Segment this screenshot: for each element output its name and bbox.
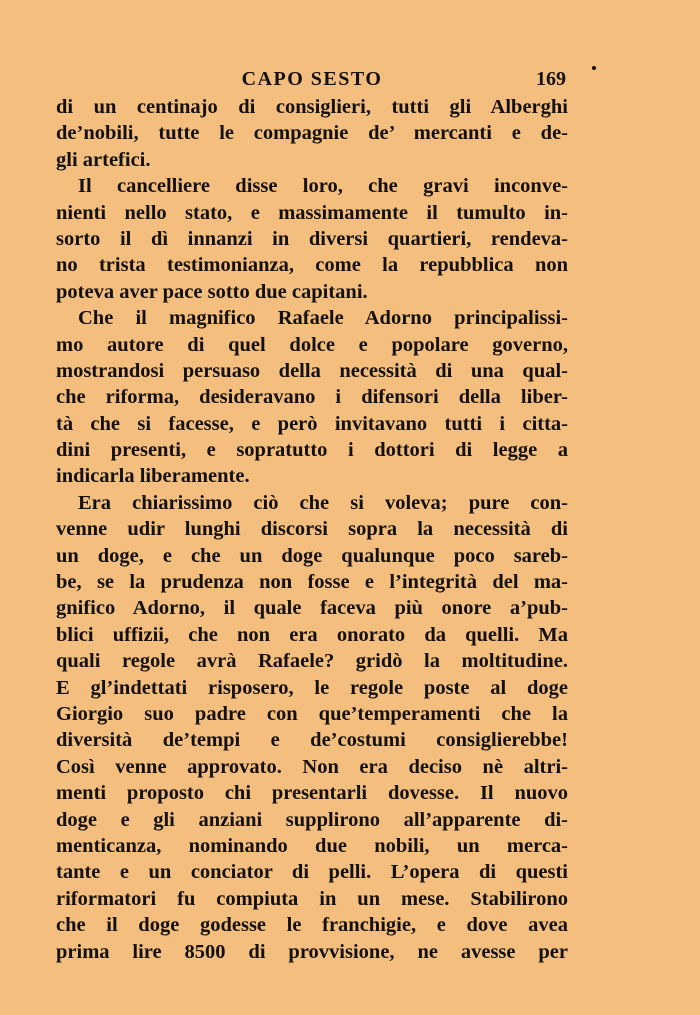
text-line: di un centinajo di consiglieri, tutti gli Alberghi: [56, 96, 568, 118]
text-line: mostrandosi persuaso della necessità di una qual-: [56, 359, 568, 382]
text-line: indicarla liberamente.: [56, 465, 250, 488]
text-line: dini presenti, e sopratutto i dottori di legge a: [56, 439, 568, 462]
text-line: un doge, e che un doge qualunque poco sareb-: [56, 544, 568, 567]
text-line: venne udir lunghi discorsi sopra la necessità di: [56, 518, 568, 541]
text-line: riformatori fu compiuta in un mese. Stabilirono: [56, 887, 568, 910]
book-page: [56, 60, 568, 965]
text-line: nienti nello stato, e massimamente il tumulto in-: [56, 201, 568, 224]
text-line: menticanza, nominando due nobili, un merca-: [56, 834, 568, 857]
text-line: de’nobili, tutte le compagnie de’ mercanti e de-: [56, 122, 568, 145]
text-line: doge e gli anziani supplirono all’apparente di-: [56, 808, 568, 831]
text-line: be, se la prudenza non fosse e l’integrità del ma-: [56, 571, 568, 594]
text-line: prima lire 8500 di provvisione, ne avesse per: [56, 940, 568, 963]
text-line: Era chiarissimo ciò che si voleva; pure con-: [78, 491, 568, 514]
text-line: mo autore di quel dolce e popolare governo,: [56, 333, 568, 356]
text-line: sorto il dì innanzi in diversi quartieri, rendeva-: [56, 227, 568, 250]
text-line: gli artefici.: [56, 148, 151, 171]
text-line: che riforma, desideravano i difensori della liber-: [56, 386, 568, 409]
text-line: diversità de’tempi e de’costumi consiglierebbe!: [56, 729, 568, 752]
text-line: Che il magnifico Rafaele Adorno principalissi-: [78, 307, 568, 330]
text-line: gnifico Adorno, il quale faceva più onore a’pub-: [56, 597, 568, 620]
text-line: Giorgio suo padre con que’temperamenti che la: [56, 702, 568, 725]
text-line: tà che si facesse, e però invitavano tutti i citta-: [56, 412, 568, 435]
page-number: 169: [536, 68, 566, 90]
text-line: poteva aver pace sotto due capitani.: [56, 280, 368, 303]
text-line: Così venne approvato. Non era deciso nè altri-: [56, 755, 568, 778]
text-line: quali regole avrà Rafaele? gridò la moltitudine.: [56, 650, 568, 673]
text-line: che il doge godesse le franchigie, e dove avea: [56, 914, 568, 937]
text-line: no trista testimonianza, come la repubblica non: [56, 254, 568, 277]
text-line: menti proposto chi presentarli dovesse. Il nuovo: [56, 782, 568, 805]
text-line: blici uffizii, che non era onorato da quelli. Ma: [56, 623, 568, 646]
page-speck: [592, 66, 596, 70]
text-line: E gl’indettati risposero, le regole poste al doge: [56, 676, 568, 699]
text-line: Il cancelliere disse loro, che gravi inconve-: [78, 175, 568, 198]
running-title: CAPO SESTO: [241, 68, 383, 90]
text-line: tante e un conciator di pelli. L’opera di questi: [56, 861, 568, 884]
running-head: [56, 60, 568, 94]
body-text: [56, 94, 568, 965]
